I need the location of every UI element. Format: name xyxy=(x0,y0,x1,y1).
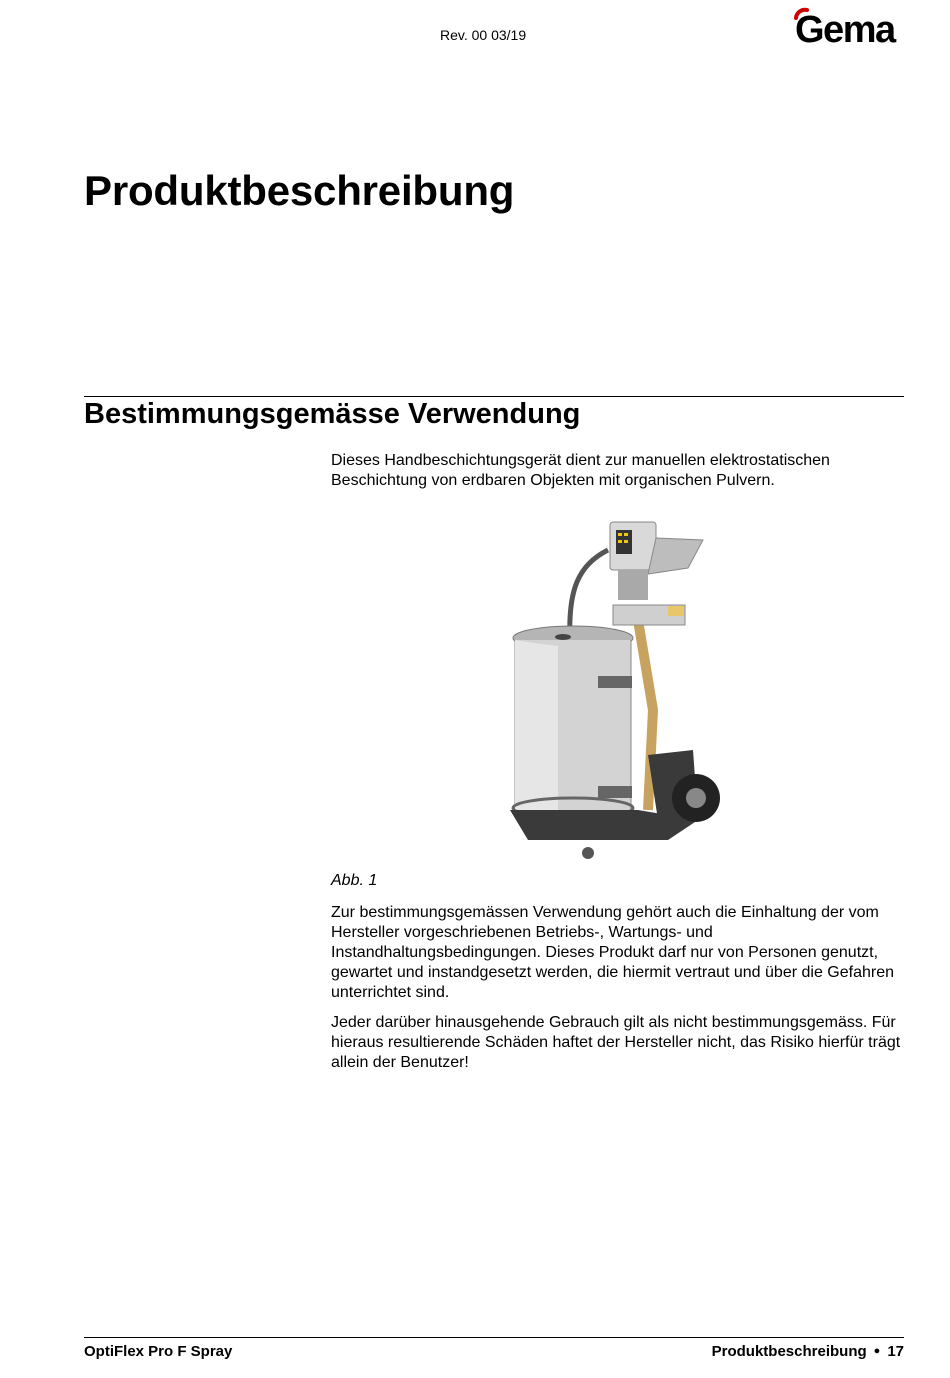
footer-chapter-name: Produktbeschreibung xyxy=(711,1343,867,1360)
intro-paragraph: Dieses Handbeschichtungsgerät dient zur manuellen elektrostatischen Beschichtung von erdbaren Objekten mit organischen Pulvern. xyxy=(331,452,830,489)
footer-product-name: OptiFlex Pro F Spray xyxy=(84,1343,233,1360)
gema-logo xyxy=(790,4,905,48)
footer-page-info xyxy=(712,1343,904,1360)
section-title: Bestimmungsgemässe Verwendung xyxy=(84,398,581,430)
footer-page-number: 17 xyxy=(887,1343,904,1360)
svg-text:Gema: Gema xyxy=(795,9,895,48)
footer-separator: ● xyxy=(873,1345,881,1357)
usage-paragraph: Zur bestimmungsgemässen Verwendung gehört auch die Einhaltung der vom Hersteller vorgeschriebenen Betriebs-, Wartungs- und Instandhaltungsbedingungen. Dieses Produkt darf nur von Personen genutzt, gewartet und instandgesetzt werden, die hiermit vertraut und über die Gefahren unterrichtet sind. xyxy=(331,904,894,1001)
section-divider xyxy=(84,396,904,397)
misuse-paragraph: Jeder darüber hinausgehende Gebrauch gilt als nicht bestimmungsgemäss. Für hieraus resultierende Schäden haftet der Hersteller nicht, das Risiko hierfür trägt allein der Benutzer! xyxy=(331,1014,901,1071)
chapter-title: Produktbeschreibung xyxy=(84,167,515,214)
powder-coating-unit-icon xyxy=(498,510,723,870)
revision-label: Rev. 00 03/19 xyxy=(440,27,527,43)
figure-caption: Abb. 1 xyxy=(331,872,378,889)
footer-divider xyxy=(84,1337,904,1338)
